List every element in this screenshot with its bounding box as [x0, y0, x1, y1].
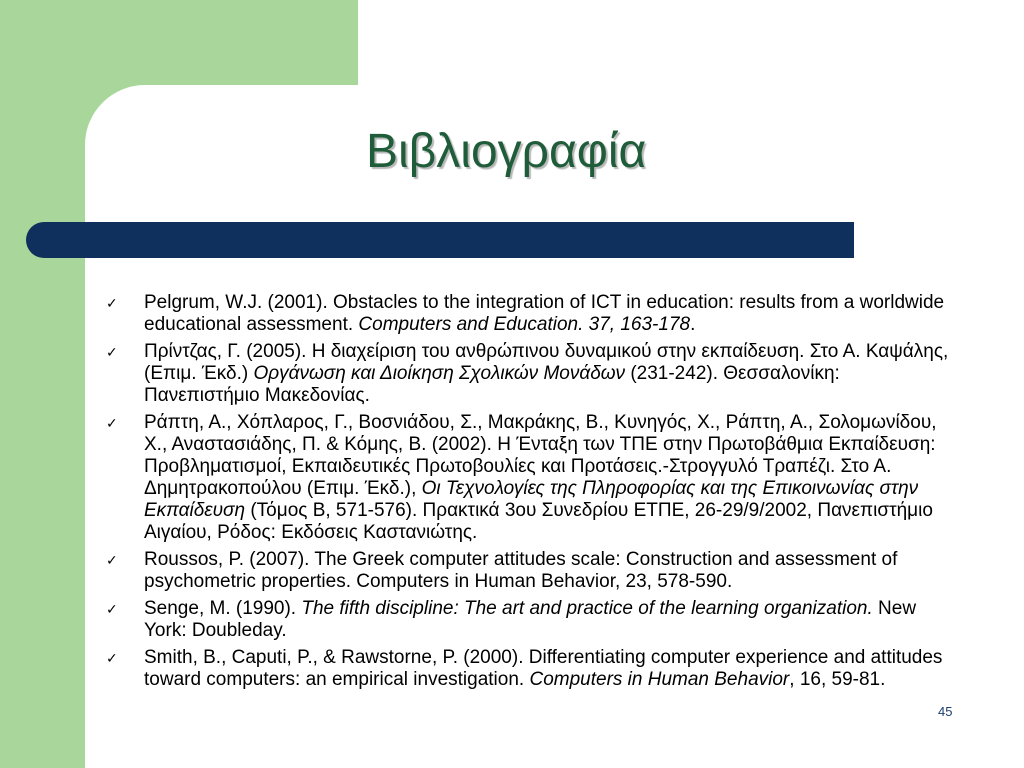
- reference-item: [106, 549, 956, 593]
- check-mark-icon: ✓: [106, 553, 118, 569]
- reference-item: [106, 341, 956, 407]
- reference-text: Πρίντζας, Γ. (2005). Η διαχείριση του ανθρώπινου δυναμικού στην εκπαίδευση. Στο Α. Καψάλης, (Επιμ. Έκδ.): [144, 341, 949, 384]
- reference-source-italic: Computers and Education. 37, 163-178: [358, 314, 691, 335]
- reference-text: Senge, M. (1990).: [144, 598, 302, 619]
- reference-source-italic: Οι Τεχνολογίες της Πληροφορίας και της Επικοινωνίας στην Εκπαίδευση: [144, 478, 919, 521]
- reference-text: Smith, B., Caputi, P., & Rawstorne, P. (2000). Differentiating computer experience and attitudes toward computers: an empirical investigation.: [144, 647, 943, 690]
- reference-text-tail: .: [690, 314, 696, 335]
- slide-title: Βιβλιογραφία: [366, 125, 647, 178]
- reference-text: Pelgrum, W.J. (2001). Obstacles to the integration of ICT in education: results from a worldwide educational assessment.: [144, 292, 945, 335]
- check-mark-icon: ✓: [106, 651, 118, 667]
- reference-text-tail: (Τόμος Β, 571-576). Πρακτικά 3ου Συνεδρίου ΕΤΠΕ, 26-29/9/2002, Πανεπιστήμιο Αιγαίου, Ρόδος: Εκδόσεις Καστανιώτης.: [144, 500, 933, 543]
- reference-text-tail: (231-242). Θεσσαλονίκη: Πανεπιστήμιο Μακεδονίας.: [144, 363, 840, 406]
- reference-text-tail: New York: Doubleday.: [144, 598, 917, 641]
- reference-text: Roussos, P. (2007). The Greek computer attitudes scale: Construction and assessment of psychometric properties. Computers in Human Behavior, 23, 578-590.: [144, 549, 898, 592]
- check-mark-icon: ✓: [106, 602, 118, 618]
- title-underline-bar: [26, 222, 854, 258]
- reference-source-italic: Computers in Human Behavior: [529, 669, 790, 690]
- reference-source-italic: The fifth discipline: The art and practice of the learning organization.: [301, 598, 873, 619]
- reference-text-tail: , 16, 59-81.: [789, 669, 886, 690]
- reference-text: Ράπτη, Α., Χόπλαρος, Γ., Βοσνιάδου, Σ., Μακράκης, Β., Κυνηγός, Χ., Ράπτη, Α., Σολομωνίδου, Χ., Αναστασιάδης, Π. & Κόμης, Β. (2002). Η Ένταξη των ΤΠΕ στην Πρωτοβάθμια Εκπαίδευση: Προβληματισμοί, Εκπαιδευτικές Πρωτοβουλίες και Προτάσεις.-Στρογγυλό Τραπέζι. Στο Α. Δημητρακοπούλου (Επιμ. Έκδ.),: [144, 412, 937, 499]
- reference-item: [106, 647, 956, 691]
- check-mark-icon: ✓: [106, 345, 118, 361]
- reference-item: [106, 292, 956, 336]
- page-number: 45: [938, 704, 953, 719]
- reference-source-italic: Οργάνωση και Διοίκηση Σχολικών Μονάδων: [253, 363, 626, 384]
- check-mark-icon: ✓: [106, 296, 118, 312]
- reference-list: [106, 292, 956, 696]
- reference-item: [106, 598, 956, 642]
- reference-item: [106, 412, 956, 544]
- check-mark-icon: ✓: [106, 416, 118, 432]
